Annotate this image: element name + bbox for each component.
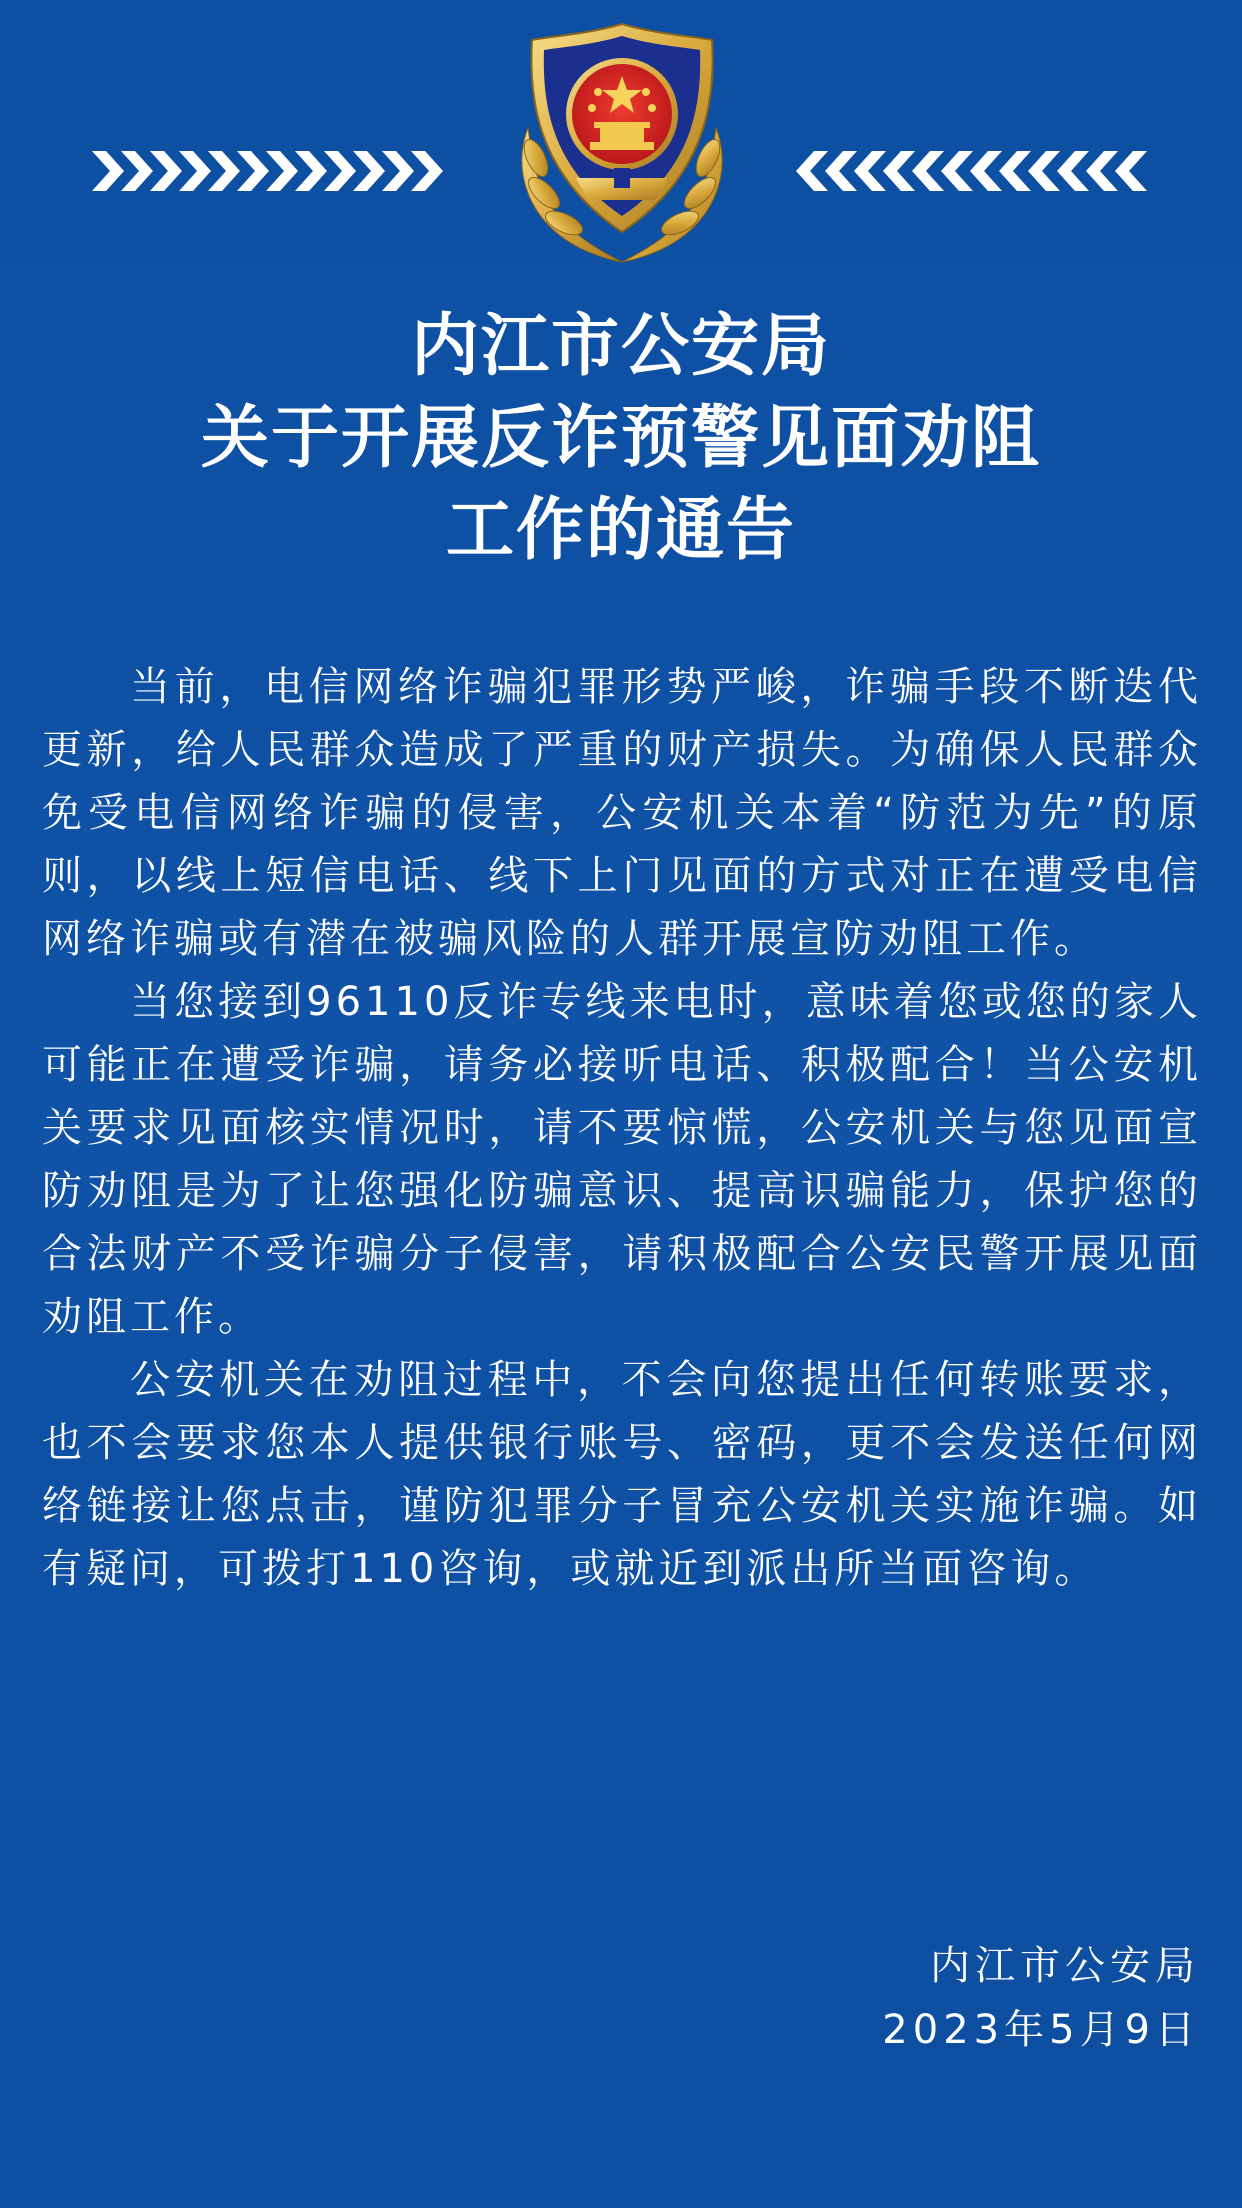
- chevron-left-decoration-icon: [796, 146, 1156, 196]
- chevron-right-decoration-icon: [92, 146, 452, 196]
- notice-body: [42, 656, 1202, 1601]
- signature-organization: 内江市公安局: [930, 1943, 1200, 1989]
- signature-date: 2023年5月9日: [882, 2007, 1200, 2053]
- body-paragraph-1: 当前，电信网络诈骗犯罪形势严峻，诈骗手段不断迭代更新，给人民群众造成了严重的财产损失。为确保人民群众免受电信网络诈骗的侵害，公安机关本着“防范为先”的原则，以线上短信电话、线下上门见面的方式对正在遭受电信网络诈骗或有潜在被骗风险的人群开展宣防劝阻工作。: [42, 664, 1202, 962]
- body-paragraph-2: 当您接到96110反诈专线来电时，意味着您或您的家人可能正在遭受诈骗，请务必接听电话、积极配合！当公安机关要求见面核实情况时，请不要惊慌，公安机关与您见面宣防劝阻是为了让您强化防骗意识、提高识骗能力，保护您的合法财产不受诈骗分子侵害，请积极配合公安民警开展见面劝阻工作。: [42, 979, 1202, 1340]
- body-paragraph-3: 公安机关在劝阻过程中，不会向您提出任何转账要求，也不会要求您本人提供银行账号、密码，更不会发送任何网络链接让您点击，谨防犯罪分子冒充公安机关实施诈骗。如有疑问，可拨打110咨询，或就近到派出所当面咨询。: [42, 1357, 1202, 1592]
- title-line-3: 工作的通告: [445, 490, 796, 570]
- notice-title: [0, 300, 1242, 576]
- title-line-1: 内江市公安局: [410, 306, 831, 386]
- title-line-2: 关于开展反诈预警见面劝阻: [200, 398, 1041, 478]
- police-emblem-icon: [506, 18, 738, 274]
- header: [0, 0, 1242, 290]
- signature-block: [882, 1934, 1200, 2062]
